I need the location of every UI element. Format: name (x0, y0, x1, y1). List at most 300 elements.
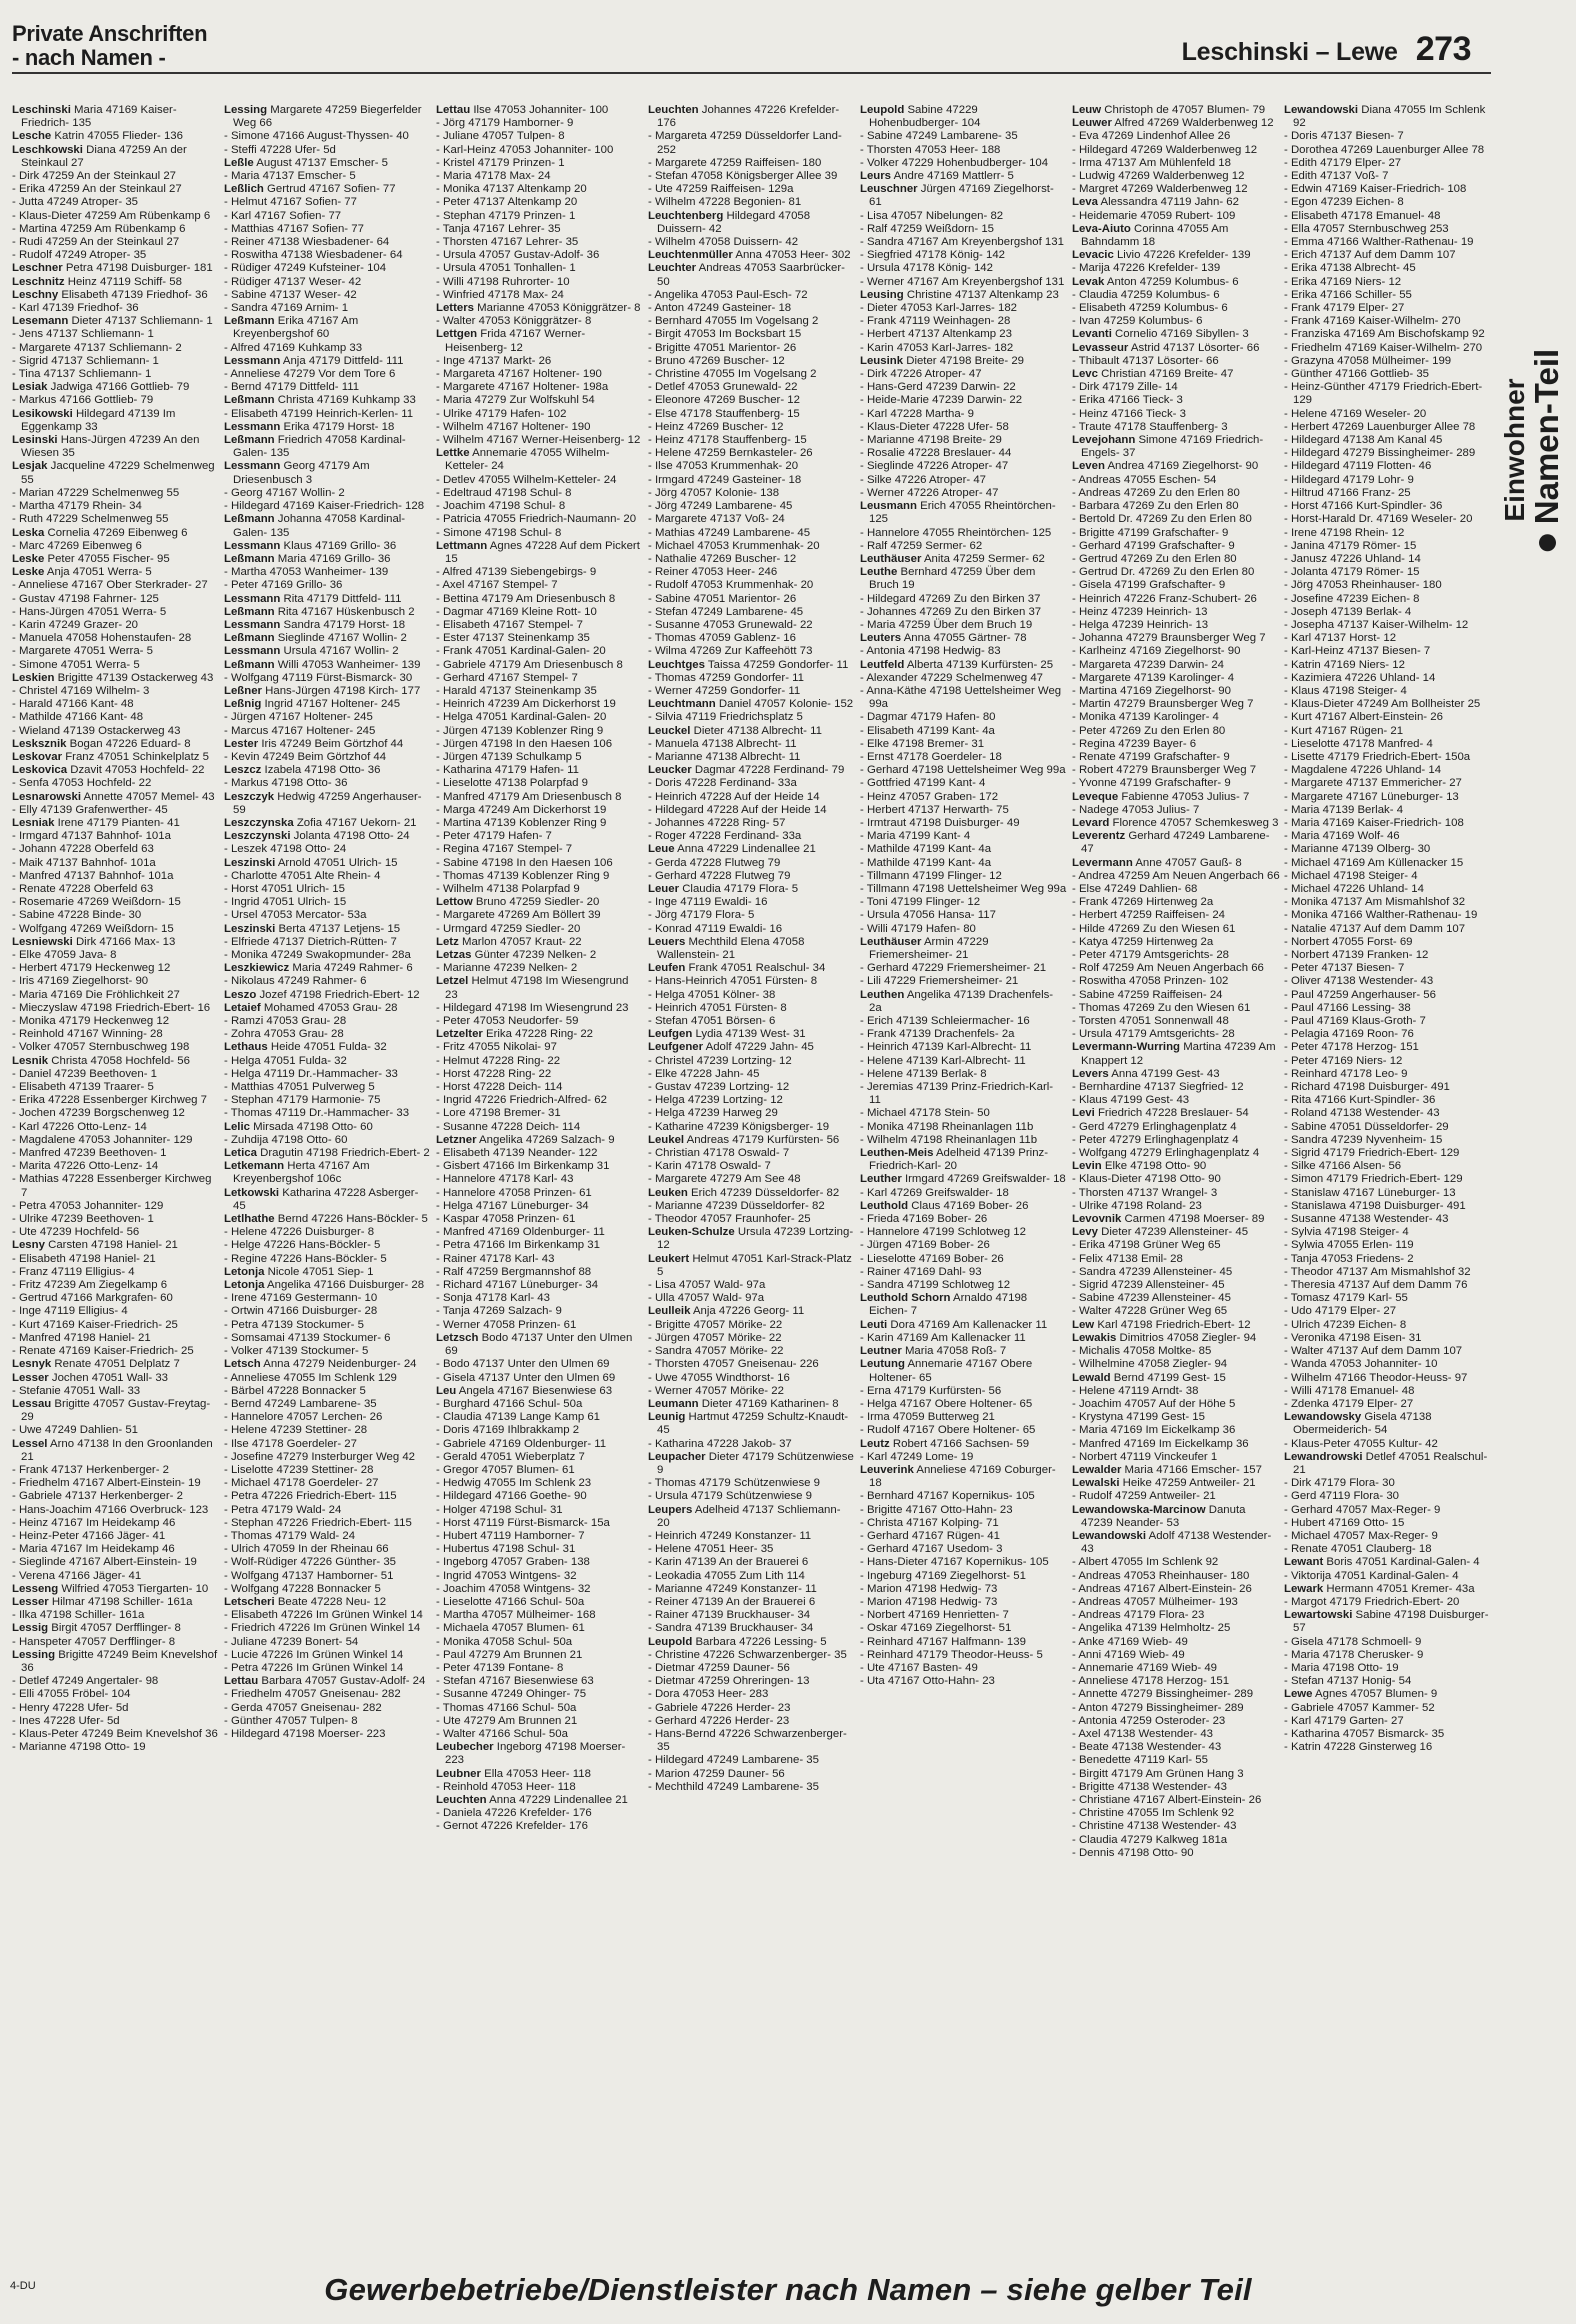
directory-entry (12, 777, 220, 790)
entry-details: - Sandra 47239 Nyvenheim- 15 (1284, 1133, 1443, 1146)
surname: Lesniewski (12, 935, 73, 948)
directory-entry (224, 1438, 432, 1451)
entry-details: - Sabine 47249 Lambarene- 35 (860, 130, 1018, 143)
directory-entry (224, 1055, 432, 1068)
entry-details: - Martha 47179 Rhein- 34 (12, 500, 142, 513)
directory-entry (224, 566, 432, 579)
entry-details: - Theresia 47137 Auf dem Damm 76 (1284, 1279, 1468, 1292)
entry-details: - Angelika 47139 Helmholtz- 25 (1072, 1622, 1231, 1635)
entry-details: Anja 47179 Dittfeld- 111 (280, 354, 404, 367)
entry-details: - Volker 47057 Sternbuschweg 198 (12, 1041, 190, 1054)
entry-details: - Irma 47137 Am Mühlenfeld 18 (1072, 156, 1231, 169)
surname: Lessmann (224, 618, 281, 631)
directory-entry (12, 540, 220, 553)
entry-details: - Egon 47239 Eichen- 8 (1284, 196, 1404, 209)
entry-details: - Margareta 47259 Düsseldorfer Land- 252 (648, 130, 842, 156)
entry-details: - Nathalie 47269 Buscher- 12 (648, 552, 797, 565)
directory-entry (12, 1728, 220, 1741)
entry-details: - Helga 47051 Fulda- 32 (224, 1054, 347, 1067)
directory-entry (1284, 527, 1492, 540)
directory-entry (860, 368, 1068, 381)
entry-details: Arnold 47051 Ulrich- 15 (275, 856, 398, 869)
entry-details: - Dorothea 47269 Lauenburger Allee 78 (1284, 143, 1485, 156)
entry-details: - Ursula 47179 Amtsgerichts- 28 (1072, 1028, 1235, 1041)
directory-entry (860, 394, 1068, 407)
directory-entry (1284, 711, 1492, 724)
directory-entry (12, 394, 220, 407)
directory-entry (436, 1438, 644, 1451)
entry-details: - Reinhard 47178 Leo- 9 (1284, 1067, 1408, 1080)
directory-entry (436, 302, 644, 315)
entry-details: - Bernd 47249 Lambarene- 35 (224, 1397, 377, 1410)
entry-details: - Gertrud 47166 Markgrafen- 60 (12, 1292, 173, 1305)
directory-entry (1284, 1041, 1492, 1054)
directory-entry (1072, 1768, 1280, 1781)
side-tab-line2: Namen-Teil (1528, 348, 1565, 525)
directory-entry (860, 1570, 1068, 1583)
entry-details: - Gerhard 47199 Grafschafter- 9 (1072, 539, 1235, 552)
directory-entry (436, 1728, 644, 1741)
directory-entry (224, 315, 432, 341)
directory-entry (1072, 896, 1280, 909)
directory-entry (12, 1438, 220, 1464)
directory-entry (1072, 962, 1280, 975)
entry-details: Adolf 47229 Jahn- 45 (703, 1041, 814, 1054)
directory-entry (436, 896, 644, 909)
entry-details: - Frank 47119 Weinhagen- 28 (860, 315, 1011, 328)
surname: Lesnyk (12, 1358, 52, 1371)
entry-details: - Wieland 47139 Ostackerweg 43 (12, 724, 181, 737)
directory-entry (1072, 157, 1280, 170)
entry-details: - Monika 47249 Swakopmunder- 28a (224, 949, 411, 961)
entry-details: - Ursula 47057 Gustav-Adolf- 36 (436, 249, 600, 262)
directory-entry (1072, 632, 1280, 645)
directory-entry (860, 421, 1068, 434)
directory-entry (860, 1596, 1068, 1609)
directory-entry (224, 408, 432, 421)
entry-details: - Maria 47199 Kant- 4 (860, 830, 971, 843)
surname: Leupacher (648, 1450, 706, 1463)
entry-details: - Elisabeth 47199 Heinrich-Kerlen- 11 (224, 407, 414, 420)
entry-details: - Hildegard 47119 Flotten- 46 (1284, 460, 1432, 473)
directory-entry (860, 1266, 1068, 1279)
directory-entry (436, 777, 644, 790)
entry-details: - Karin 47178 Oswald- 7 (648, 1160, 771, 1173)
directory-entry (1284, 355, 1492, 368)
directory-entry (224, 1213, 432, 1226)
directory-entry (648, 1754, 856, 1767)
entry-details: - Bernhardine 47137 Siegfried- 12 (1072, 1081, 1244, 1094)
entry-details: - Claudia 47279 Kalkweg 181a (1072, 1833, 1228, 1846)
entry-details: - Beate 47138 Westender- 43 (1072, 1741, 1222, 1754)
surname: Lewald (1072, 1371, 1111, 1384)
entry-details: - Zdenka 47179 Elper- 27 (1284, 1397, 1414, 1410)
surname: Letz (436, 935, 459, 948)
entry-details: - Tillmann 47199 Flinger- 12 (860, 869, 1002, 882)
directory-entry (1284, 1094, 1492, 1107)
entry-details: - Annette 47279 Bissingheimer- 289 (1072, 1688, 1254, 1701)
entry-details: - Hans-Gerd 47239 Darwin- 22 (860, 381, 1016, 394)
entry-details: - Petra 47166 Im Birkenkamp 31 (436, 1239, 600, 1252)
entry-details: - Steffi 47228 Ufer- 5d (224, 143, 336, 156)
entry-details: - Walter 47166 Schul- 50a (436, 1727, 568, 1740)
directory-entry (1284, 1213, 1492, 1226)
directory-entry (860, 1239, 1068, 1252)
directory-entry (436, 1596, 644, 1609)
entry-details: - Michael 47169 Am Küllenacker 15 (1284, 856, 1464, 869)
column-7 (1284, 104, 1492, 2254)
directory-entry (1284, 104, 1492, 130)
directory-entry (860, 804, 1068, 817)
entry-details: - Johann 47228 Oberfeld 63 (12, 843, 154, 856)
surname: Lesinski (12, 434, 58, 447)
directory-entry (648, 1477, 856, 1490)
directory-entry (12, 1134, 220, 1147)
entry-details: - Ute 47167 Basten- 49 (860, 1661, 978, 1674)
entry-details: - Edith 47137 Voß- 7 (1284, 170, 1389, 183)
entry-details: Hedwig 47259 Angerhauser- 59 (233, 790, 422, 816)
directory-entry (648, 830, 856, 843)
entry-details: - Matthias 47167 Sofien- 77 (224, 222, 364, 235)
entry-details: - Emma 47166 Walther-Rathenau- 19 (1284, 236, 1474, 249)
entry-details: - Thibault 47137 Lösorter- 66 (1072, 354, 1219, 367)
directory-entry (224, 421, 432, 434)
entry-details: - Oliver 47138 Westender- 43 (1284, 975, 1434, 988)
entry-details: - Dietmar 47259 Dauner- 56 (648, 1661, 790, 1674)
directory-entry (12, 1266, 220, 1279)
directory-entry (860, 527, 1068, 540)
entry-details: - Margarete 47167 Lüneburger- 13 (1284, 790, 1459, 803)
directory-entry (1072, 1728, 1280, 1741)
directory-entry (1072, 1570, 1280, 1583)
entry-details: Dieter 47138 Albrecht- 11 (690, 724, 822, 737)
directory-entry (224, 104, 432, 130)
directory-entry (1072, 1754, 1280, 1767)
directory-entry (1284, 1200, 1492, 1213)
entry-details: Lydia 47139 West- 31 (692, 1028, 806, 1041)
entry-details: - Monika 47166 Walther-Rathenau- 19 (1284, 909, 1478, 922)
directory-entry (860, 1041, 1068, 1054)
entry-details: - Ulrike 47179 Hafen- 102 (436, 407, 567, 420)
surname: Letzel (436, 975, 469, 988)
directory-entry (224, 1636, 432, 1649)
directory-entry (860, 1517, 1068, 1530)
entry-details: - Andreas 47053 Rheinhauser- 180 (1072, 1569, 1250, 1582)
surname: Leupold (648, 1635, 693, 1648)
entry-details: - Wilma 47269 Zur Kaffeehött 73 (648, 645, 813, 658)
directory-entry (860, 962, 1068, 975)
entry-details: - Birgitt 47179 Am Grünen Hang 3 (1072, 1767, 1244, 1780)
entry-details: - Herbert 47179 Heckenweg 12 (12, 962, 171, 975)
entry-details: - Heinrich 47226 Franz-Schubert- 26 (1072, 592, 1257, 605)
entry-details: - Roger 47228 Ferdinand- 33a (648, 830, 802, 843)
entry-details: - Christel 47239 Lortzing- 12 (648, 1054, 792, 1067)
directory-entry (1072, 540, 1280, 553)
entry-details: - Jörg 47053 Rheinhauser- 180 (1284, 579, 1442, 592)
directory-entry (12, 183, 220, 196)
entry-details: - Ingrid 47226 Friedrich-Alfred- 62 (436, 1094, 607, 1107)
directory-entry (224, 249, 432, 262)
entry-details: - Erika 47198 Grüner Weg 65 (1072, 1239, 1221, 1252)
directory-entry (860, 434, 1068, 447)
directory-entry (224, 553, 432, 566)
directory-entry (1284, 1728, 1492, 1741)
entry-details: - Heinrich 47249 Konstanzer- 11 (648, 1529, 812, 1542)
directory-entry (224, 936, 432, 949)
directory-entry (1072, 698, 1280, 711)
directory-entry (12, 460, 220, 486)
entry-details: - Rudi 47259 An der Steinkaul 27 (12, 236, 180, 249)
directory-entry (1072, 460, 1280, 473)
directory-entry (1072, 1781, 1280, 1794)
directory-entry (436, 1332, 644, 1358)
entry-details: - Nikolaus 47249 Rahmer- 6 (224, 975, 367, 988)
directory-entry (12, 1504, 220, 1517)
entry-details: Anja 47226 Georg- 11 (690, 1305, 805, 1318)
entry-details: - Silke 47166 Alsen- 56 (1284, 1160, 1402, 1173)
directory-entry (1284, 619, 1492, 632)
surname: Leue (648, 843, 675, 856)
directory-entry (1284, 1160, 1492, 1173)
directory-entry (648, 1028, 856, 1041)
entry-details: - Axel 47138 Westender- 43 (1072, 1727, 1213, 1740)
directory-entry (1284, 1583, 1492, 1596)
directory-entry (860, 791, 1068, 804)
directory-entry (860, 1530, 1068, 1543)
entry-details: Rita 47167 Hüskenbusch 2 (274, 605, 415, 618)
directory-entry (1284, 1187, 1492, 1200)
entry-details: - Horst 47166 Kurt-Spindler- 36 (1284, 500, 1443, 513)
surname: Lewalder (1072, 1463, 1122, 1476)
entry-details: - Rudolf 47259 Antweiler- 21 (1072, 1490, 1216, 1503)
surname: Letkowski (224, 1186, 280, 1199)
directory-entry (436, 1702, 644, 1715)
entry-details: - Erna 47179 Kurfürsten- 56 (860, 1384, 1002, 1397)
surname: Levin (1072, 1160, 1102, 1173)
entry-details: Bruno 47259 Siedler- 20 (472, 896, 600, 909)
entry-details: - Manfred 47179 Am Driesenbusch 8 (436, 790, 622, 803)
directory-entry (860, 817, 1068, 830)
entry-details: - Lieselotte 47166 Schul- 50a (436, 1595, 585, 1608)
entry-details: Anita 47259 Sermer- 62 (921, 552, 1045, 565)
directory-entry (12, 1226, 220, 1239)
surname: Leubecher (436, 1741, 494, 1754)
directory-entry (1072, 1398, 1280, 1411)
directory-entry (224, 487, 432, 500)
entry-details: - Elly 47139 Grafenwerther- 45 (12, 803, 168, 816)
entry-details: - Erika 47228 Essenberger Kirchweg 7 (12, 1094, 208, 1107)
surname: Leuken-Schulze (648, 1226, 735, 1239)
entry-details: - Doris 47169 Ihlbrakkamp 2 (436, 1424, 580, 1437)
directory-entry (1072, 1319, 1280, 1332)
entry-details: - Helga 47239 Lortzing- 12 (648, 1094, 783, 1107)
directory-entry (224, 196, 432, 209)
directory-entry (12, 1121, 220, 1134)
entry-details: - Gustav 47198 Fahrner- 125 (12, 592, 159, 605)
entry-details: - Harald 47137 Steinenkamp 35 (436, 684, 597, 697)
entry-details: - Dieter 47053 Karl-Jarres- 182 (860, 302, 1018, 315)
directory-entry (1072, 1583, 1280, 1596)
entry-details: Brigitte 47249 Beim Knevelshof 36 (21, 1648, 218, 1674)
directory-entry (12, 619, 220, 632)
directory-entry (1284, 698, 1492, 711)
directory-entry (224, 711, 432, 724)
entry-details: - Ilse 47053 Krummenhak- 20 (648, 460, 799, 473)
entry-details: - Frank 47139 Drachenfels- 2a (860, 1028, 1015, 1041)
entry-details: - Anneliese 47178 Herzog- 151 (1072, 1675, 1230, 1688)
directory-entry (648, 1636, 856, 1649)
directory-entry (12, 1477, 220, 1490)
entry-details: - Elke 47059 Java- 8 (12, 949, 117, 961)
entry-details: - Hildegard 47169 Kaiser-Friedrich- 128 (224, 500, 425, 513)
directory-entry (224, 975, 432, 988)
directory-entry (648, 1345, 856, 1358)
surname: Lewartowski (1284, 1609, 1353, 1622)
directory-entry (436, 923, 644, 936)
directory-entry (860, 1622, 1068, 1635)
entry-details: - Georg 47167 Wollin- 2 (224, 486, 345, 499)
entry-details: - Gerhard 47167 Rügen- 41 (860, 1529, 1000, 1542)
surname: Leumann (648, 1397, 699, 1410)
directory-entry (860, 276, 1068, 289)
entry-details: - Lisa 47057 Wald- 97a (648, 1279, 766, 1292)
directory-entry (1284, 857, 1492, 870)
entry-details: - Karl 47167 Sofien- 77 (224, 209, 342, 222)
directory-entry (12, 144, 220, 170)
entry-details: - Rosalie 47228 Breslauer- 44 (860, 447, 1012, 460)
directory-entry (224, 1398, 432, 1411)
entry-details: - Maria 47167 Im Heidekamp 46 (12, 1543, 175, 1556)
entry-details: - Alfred 47169 Kuhkamp 33 (224, 341, 363, 354)
directory-entry (860, 408, 1068, 421)
surname: Letters (436, 302, 474, 315)
directory-entry (224, 606, 432, 619)
entry-details: - Sabine 47239 Allensteiner- 45 (1072, 1292, 1231, 1305)
entry-details: - Andrea 47259 Am Neuen Angerbach 66 (1072, 869, 1280, 882)
entry-details: - Urmgard 47259 Siedler- 20 (436, 922, 581, 935)
entry-details: Bernd 47199 Gest- 15 (1110, 1371, 1226, 1384)
entry-details: - Claudia 47139 Lange Kamp 61 (436, 1411, 601, 1424)
entry-details: - Hannelore 47057 Lerchen- 26 (224, 1411, 383, 1424)
entry-details: - Christian 47178 Oswald- 7 (648, 1147, 790, 1160)
entry-details: - Helga 47051 Kölner- 38 (648, 988, 776, 1001)
entry-details: Maria 47169 Grillo- 36 (274, 552, 391, 565)
entry-details: - Maria 47259 Über dem Bruch 19 (860, 618, 1033, 631)
directory-entry (224, 1517, 432, 1530)
directory-entry (224, 1688, 432, 1701)
entry-details: - Walter 47228 Grüner Weg 65 (1072, 1305, 1228, 1318)
entry-details: Helmut 47198 Im Wiesengrund 23 (445, 975, 629, 1001)
entry-details: - Hilde 47269 Zu den Wiesen 61 (1072, 922, 1236, 935)
entry-details: - Gerhard 47226 Herder- 23 (648, 1714, 790, 1727)
surname: Levy (1072, 1226, 1098, 1239)
directory-entry (224, 210, 432, 223)
entry-details: - Werner 47058 Prinzen- 61 (436, 1318, 577, 1331)
directory-entry (860, 1028, 1068, 1041)
entry-details: - Udo 47179 Elper- 27 (1284, 1305, 1397, 1318)
entry-details: - Manfred 47169 Oldenburger- 11 (436, 1226, 605, 1239)
surname: Lester (224, 737, 259, 750)
entry-details: - Margarete 47279 Am See 48 (648, 1173, 801, 1186)
surname: Leuchtenmüller (648, 249, 733, 262)
entry-details: - Thorsten 47137 Wrangel- 3 (1072, 1186, 1218, 1199)
entry-details: Alberta 47139 Kurfürsten- 25 (904, 658, 1054, 671)
surname: Lesnarowski (12, 790, 82, 803)
directory-entry (860, 870, 1068, 883)
directory-entry (1072, 170, 1280, 183)
entry-details: - Bodo 47137 Unter den Ulmen 69 (436, 1358, 610, 1371)
entry-details: Detlef 47051 Realschul- 21 (1293, 1450, 1488, 1476)
directory-entry (436, 1134, 644, 1147)
entry-details: - Paul 47166 Lessing- 38 (1284, 1001, 1411, 1014)
entry-details: - Alfred 47139 Siebengebirgs- 9 (436, 566, 597, 579)
entry-details: - Wolfgang 47119 Fürst-Bismarck- 30 (224, 671, 413, 684)
entry-details: Heinz 47119 Schiff- 58 (64, 275, 182, 288)
page-header-right (1182, 30, 1471, 69)
entry-details: Armin 47229 Friemersheimer- 21 (869, 935, 989, 961)
entry-details: - Marianne 47249 Konstanzer- 11 (648, 1582, 817, 1595)
directory-entry (1072, 870, 1280, 883)
directory-entry (1072, 685, 1280, 698)
entry-details: - Rolf 47259 Am Neuen Angerbach 66 (1072, 962, 1264, 975)
directory-entry (436, 262, 644, 275)
directory-entry (224, 1583, 432, 1596)
directory-entry (224, 1134, 432, 1147)
entry-details: - Thorsten 47053 Heer- 188 (860, 143, 1001, 156)
surname: Leszo (224, 988, 257, 1001)
directory-entry (12, 1107, 220, 1120)
entry-details: - Ralf 47259 Bergmannshof 88 (436, 1265, 592, 1278)
directory-entry (860, 1253, 1068, 1266)
directory-entry (1284, 1028, 1492, 1041)
surname: Letzsch (436, 1331, 479, 1344)
directory-entry (648, 1609, 856, 1622)
entry-details: - Martha 47057 Mülheimer- 168 (436, 1609, 596, 1622)
entry-details: - Sylwia 47055 Erlen- 119 (1284, 1239, 1414, 1252)
directory-entry (1284, 896, 1492, 909)
entry-details: - Uwe 47055 Windthorst- 16 (648, 1371, 790, 1384)
directory-entry (12, 1253, 220, 1266)
surname: Leuther (860, 1173, 902, 1186)
directory-entry (224, 1041, 432, 1054)
directory-entry (1072, 1451, 1280, 1464)
directory-entry (12, 276, 220, 289)
directory-entry (1072, 1121, 1280, 1134)
entry-details: Birgit 47057 Derfflinger- 8 (48, 1622, 181, 1635)
entry-details: Nicole 47051 Siep- 1 (264, 1265, 374, 1278)
entry-details: - Sieglinde 47226 Atroper- 47 (860, 460, 1009, 473)
entry-details: - Hildegard 47269 Zu den Birken 37 (860, 592, 1041, 605)
directory-entry (860, 975, 1068, 988)
directory-entry (1284, 500, 1492, 513)
directory-entry (12, 566, 220, 579)
directory-entry (1072, 1794, 1280, 1807)
directory-entry (12, 170, 220, 183)
directory-entry (1072, 830, 1280, 856)
footer-code: 4-DU (10, 2280, 36, 2292)
entry-details: Anna 47055 Gärtner- 78 (901, 632, 1027, 645)
entry-details: - Ralf 47259 Sermer- 62 (860, 539, 983, 552)
directory-entry (1284, 249, 1492, 262)
entry-details: - Andreas 47167 Albert-Einstein- 26 (1072, 1582, 1252, 1595)
entry-details: - Michael 47178 Goerdeler- 27 (224, 1477, 379, 1490)
entry-details: - Renate 47228 Oberfeld 63 (12, 882, 154, 895)
directory-entry (1284, 170, 1492, 183)
directory-entry (436, 1530, 644, 1543)
directory-entry (12, 1345, 220, 1358)
entry-details: - Heinz 47057 Graben- 172 (860, 790, 999, 803)
directory-entry (224, 1385, 432, 1398)
